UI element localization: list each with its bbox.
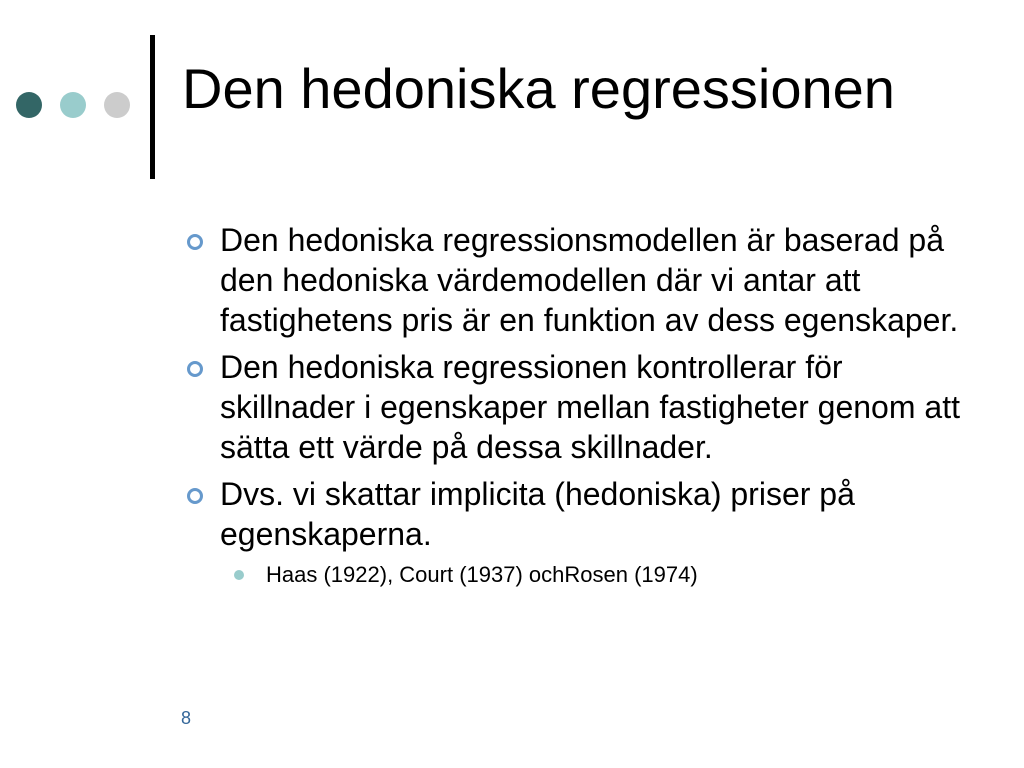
dot-bullet-icon [234, 570, 244, 580]
ring-bullet-icon [187, 361, 203, 377]
title-divider [150, 35, 155, 179]
decorative-dot-gray [104, 92, 130, 118]
decorative-dot-teal [60, 92, 86, 118]
bullet-item [180, 347, 970, 467]
ring-bullet-icon [187, 234, 203, 250]
bullet-list [180, 220, 970, 596]
slide-title: Den hedoniska regressionen [182, 57, 895, 120]
sub-bullet-item [220, 561, 970, 589]
bullet-item [180, 220, 970, 340]
sub-bullet-text: Haas (1922), Court (1937) ochRosen (1974) [266, 562, 698, 587]
bullet-text: Den hedoniska regressionsmodellen är baserad på den hedoniska värdemodellen där vi antar att fastighetens pris är en funktion av dess egenskaper. [220, 222, 959, 338]
bullet-item [180, 474, 970, 589]
ring-bullet-icon [187, 488, 203, 504]
decorative-dot-dark [16, 92, 42, 118]
page-number: 8 [181, 708, 192, 728]
sub-bullet-list [220, 561, 970, 589]
bullet-text: Dvs. vi skattar implicita (hedoniska) priser på egenskaperna. [220, 476, 855, 552]
bullet-text: Den hedoniska regressionen kontrollerar för skillnader i egenskaper mellan fastigheter genom att sätta ett värde på dessa skillnader. [220, 349, 960, 465]
